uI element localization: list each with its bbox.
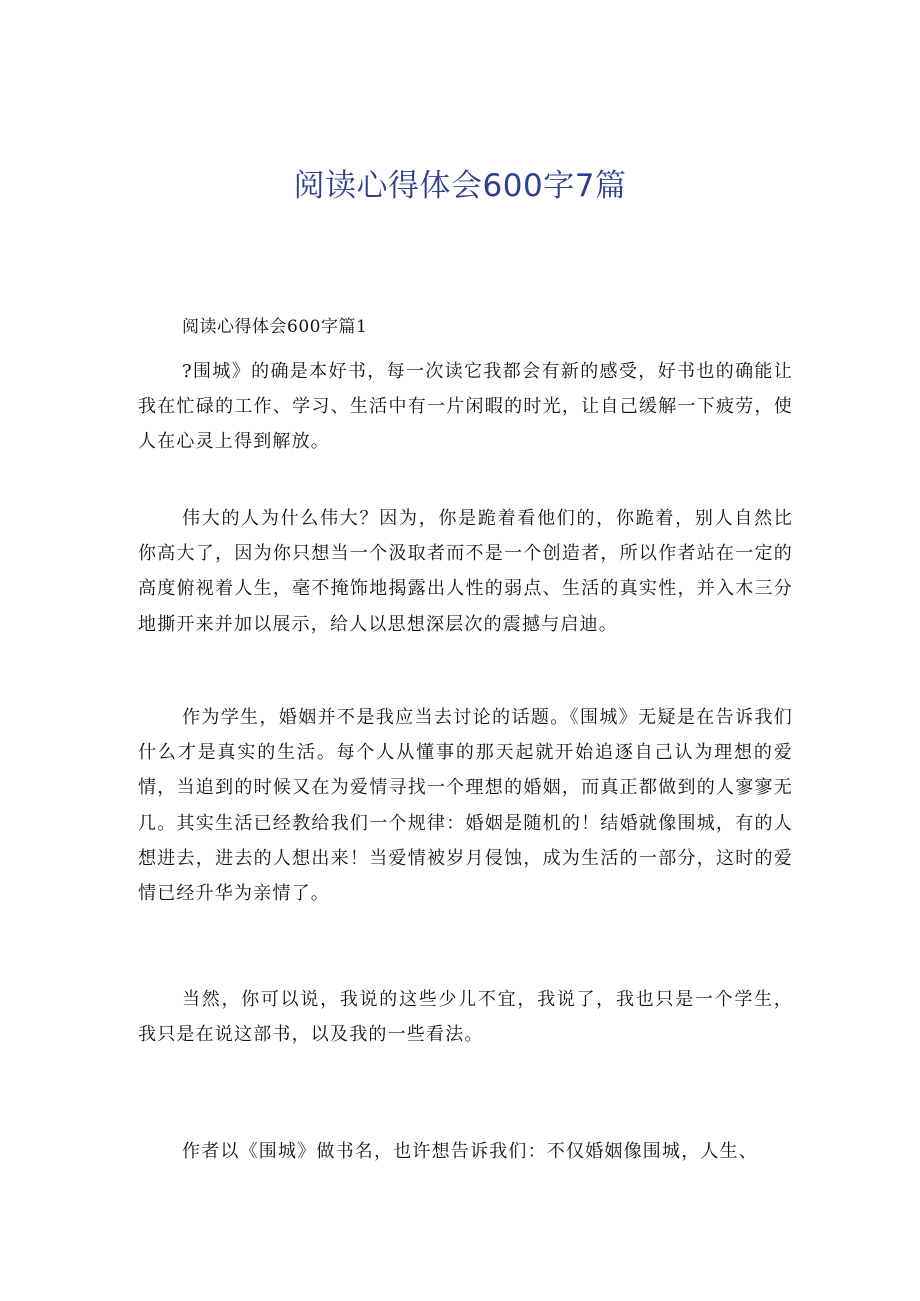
paragraph: 当然，你可以说，我说的这些少儿不宜，我说了，我也只是一个学生，我只是在说这部书，以及我的一些看法。 — [138, 989, 793, 1046]
paragraph: 作者以《围城》做书名，也许想告诉我们：不仅婚姻像围城，人生、 — [182, 1141, 758, 1162]
section-heading: 阅读心得体会600字篇1 — [182, 317, 368, 337]
paragraph: 伟大的人为什么伟大？因为，你是跪着看他们的，你跪着，别人自然比你高大了，因为你只想当一个汲取者而不是一个创造者，所以作者站在一定的高度俯视着人生，毫不掩饰地揭露出人性的弱点、生活的真实性，并入木三分地撕开来并加以展示，给人以思想深层次的震撼与启迪。 — [138, 508, 793, 635]
document-title: 阅读心得体会600字7篇 — [293, 168, 627, 204]
paragraph: ?围城》的确是本好书，每一次读它我都会有新的感受，好书也的确能让我在忙碌的工作、学习、生活中有一片闲暇的时光，让自己缓解一下疲劳，使人在心灵上得到解放。 — [138, 361, 793, 453]
paragraph: 作为学生，婚姻并不是我应当去讨论的话题。《围城》无疑是在告诉我们什么才是真实的生活。每个人从懂事的那天起就开始追逐自己认为理想的爱情，当追到的时候又在为爱情寻找一个理想的婚姻，而真正都做到的人寥寥无几。其实生活已经教给我们一个规律：婚姻是随机的！结婚就像围城，有的人想进去，进去的人想出来！当爱情被岁月侵蚀，成为生活的一部分，这时的爱情已经升华为亲情了。 — [138, 707, 793, 905]
